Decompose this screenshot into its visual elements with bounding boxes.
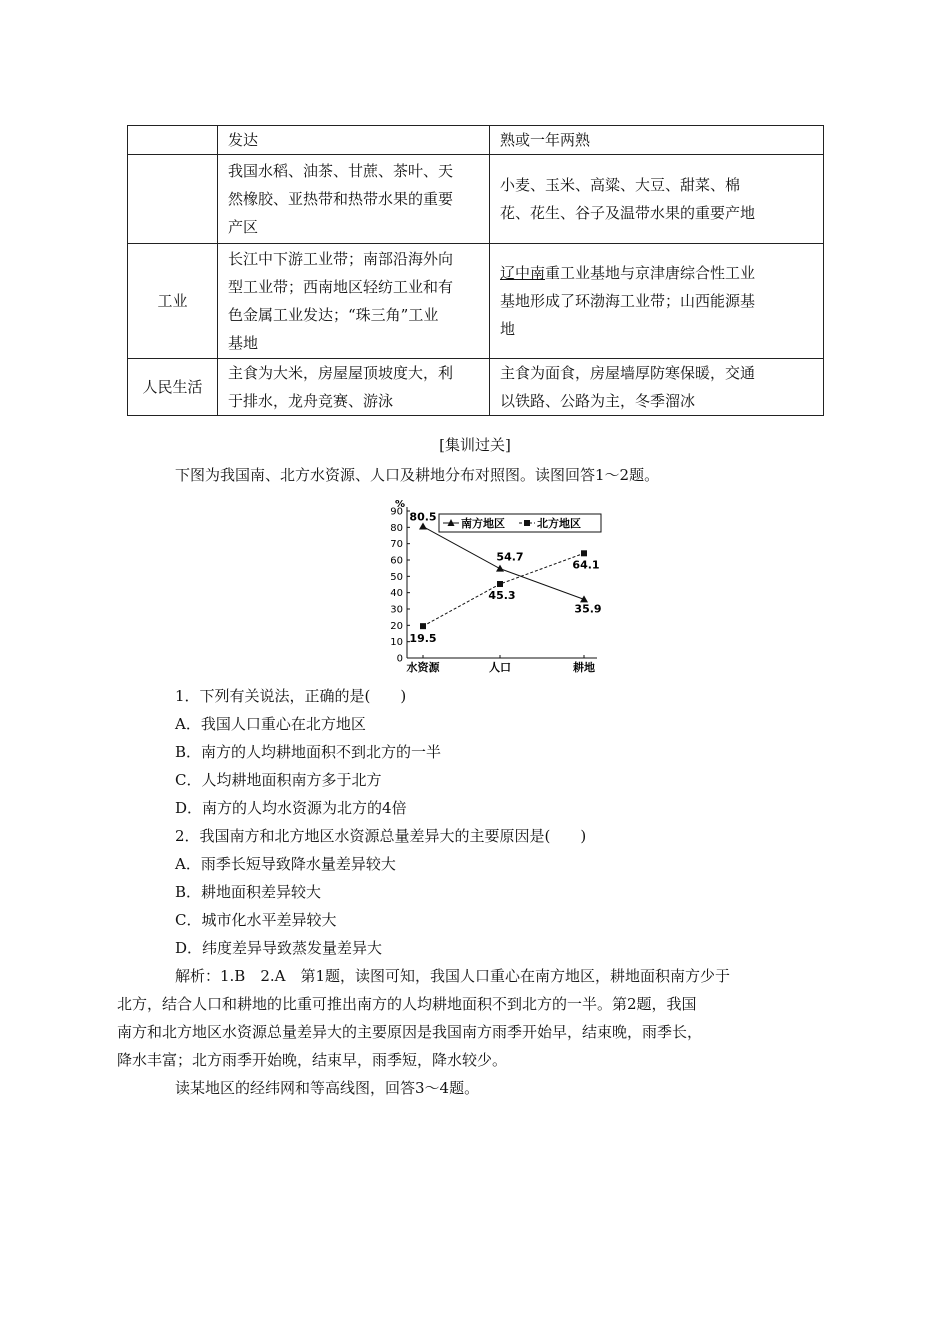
cell-text-line: 发达 [228, 131, 259, 149]
data-point-south [419, 523, 427, 530]
y-tick-label: 90 [390, 506, 403, 518]
table-row [128, 359, 824, 416]
question-2-option-a: A．雨季长短导致降水量差异较大 [175, 855, 396, 873]
data-point-north [497, 581, 503, 587]
intro-text: 下图为我国南、北方水资源、人口及耕地分布对照图。读图回答1～2题。 [175, 466, 660, 484]
cell-text-line: 型工业带；西南地区轻纺工业和有 [228, 278, 454, 296]
cell-text-line: 主食为大米，房屋屋顶坡度大，利 [228, 364, 454, 382]
table-cell-empty [128, 126, 218, 155]
analysis-line: 北方，结合人口和耕地的比重可推出南方的人均耕地面积不到北方的一半。第2题，我国 [117, 995, 697, 1013]
table-cell-north-farm [490, 126, 824, 155]
table-row [128, 126, 824, 155]
table-row [128, 155, 824, 244]
cell-text-line [500, 259, 817, 287]
line-chart [375, 497, 605, 677]
cell-text-line: 于排水，龙舟竞赛、游泳 [228, 392, 394, 410]
y-tick-label: 0 [396, 653, 403, 665]
question-2-option-b: B．耕地面积差异较大 [175, 883, 322, 901]
data-label-north: 45.3 [488, 589, 516, 603]
question-2-option-c: C．城市化水平差异较大 [175, 911, 337, 929]
data-point-north [420, 623, 426, 629]
table-cell-north-industry [490, 244, 824, 359]
cell-text-line: 以铁路、公路为主，冬季溜冰 [500, 392, 696, 410]
y-tick-label: 20 [390, 620, 403, 632]
data-point-north [581, 550, 587, 556]
cell-text-line: 基地 [228, 334, 259, 352]
cell-text-line: 花、花生、谷子及温带水果的重要产地 [500, 204, 756, 222]
cell-text-line: 然橡胶、亚热带和热带水果的重要 [228, 190, 454, 208]
y-tick-label: 80 [390, 522, 403, 534]
next-intro-text: 读某地区的经纬网和等高线图，回答3～4题。 [175, 1079, 480, 1097]
table-cell-label-life: 人民生活 [128, 359, 218, 416]
table-cell-north-crops [490, 155, 824, 244]
cell-text-line: 基地形成了环渤海工业带；山西能源基 [500, 292, 756, 310]
data-point-south [496, 565, 504, 572]
question-1-stem: 1．下列有关说法，正确的是( ) [175, 687, 407, 705]
question-1-option-d: D．南方的人均水资源为北方的4倍 [175, 799, 407, 817]
y-tick-label: 70 [390, 539, 403, 551]
x-tick-label: 耕地 [573, 661, 595, 674]
table-cell-south-farm [218, 126, 490, 155]
y-tick-label: 40 [390, 588, 403, 600]
data-label-north: 19.5 [409, 632, 437, 646]
table-cell-empty [128, 155, 218, 244]
question-2-stem: 2．我国南方和北方地区水资源总量差异大的主要原因是( ) [175, 827, 587, 845]
y-tick-label: 10 [390, 637, 403, 649]
analysis-block [117, 962, 837, 1074]
legend-label-north: 北方地区 [537, 517, 581, 530]
cell-text-line: 主食为面食，房屋墙厚防寒保暖，交通 [500, 364, 756, 382]
y-tick-label: 30 [390, 604, 403, 616]
question-1-option-c: C．人均耕地面积南方多于北方 [175, 771, 382, 789]
data-label-north: 64.1 [572, 558, 600, 572]
cell-text-line: 小麦、玉米、高粱、大豆、甜菜、棉 [500, 176, 741, 194]
cell-text-line: 熟或一年两熟 [500, 131, 591, 149]
cell-text-line: 产区 [228, 218, 259, 236]
table-cell-south-life [218, 359, 490, 416]
table-row [128, 244, 824, 359]
analysis-line: 降水丰富；北方雨季开始晚，结束早，雨季短，降水较少。 [117, 1051, 508, 1069]
cell-text-line: 地 [500, 320, 516, 338]
cell-text-line: 色金属工业发达；“珠三角”工业 [228, 306, 439, 324]
cell-text-line: 长江中下游工业带；南部沿海外向 [228, 250, 454, 268]
question-2-option-d: D．纬度差异导致蒸发量差异大 [175, 939, 383, 957]
question-1-option-a: A．我国人口重心在北方地区 [175, 715, 366, 733]
x-tick-label: 水资源 [406, 661, 440, 674]
x-tick-label: 人口 [489, 661, 511, 674]
question-1-option-b: B．南方的人均耕地面积不到北方的一半 [175, 743, 442, 761]
data-label-south: 35.9 [574, 602, 602, 616]
cell-text-rest: 重工业基地与京津唐综合性工业 [545, 264, 756, 282]
table-cell-label-industry: 工业 [128, 244, 218, 359]
section-heading: [集训过关] [439, 436, 511, 454]
y-tick-label: 50 [390, 571, 403, 583]
y-axis-unit: % [394, 499, 406, 510]
table-cell-north-life [490, 359, 824, 416]
underlined-place-name: 辽中南 [500, 264, 546, 282]
analysis-line: 南方和北方地区水资源总量差异大的主要原因是我国南方雨季开始早，结束晚，雨季长， [117, 1023, 703, 1041]
legend-marker-north [524, 520, 530, 526]
legend-label-south: 南方地区 [461, 517, 505, 530]
data-label-south: 54.7 [496, 550, 524, 564]
south-north-comparison-table [127, 125, 824, 416]
data-label-south: 80.5 [409, 510, 437, 524]
table-cell-south-industry [218, 244, 490, 359]
y-tick-label: 60 [390, 555, 403, 567]
cell-text-line: 我国水稻、油茶、甘蔗、茶叶、天 [228, 162, 454, 180]
analysis-line: 解析：1.B 2.A 第1题，读图可知，我国人口重心在南方地区，耕地面积南方少于 [175, 967, 731, 985]
table-cell-south-crops [218, 155, 490, 244]
